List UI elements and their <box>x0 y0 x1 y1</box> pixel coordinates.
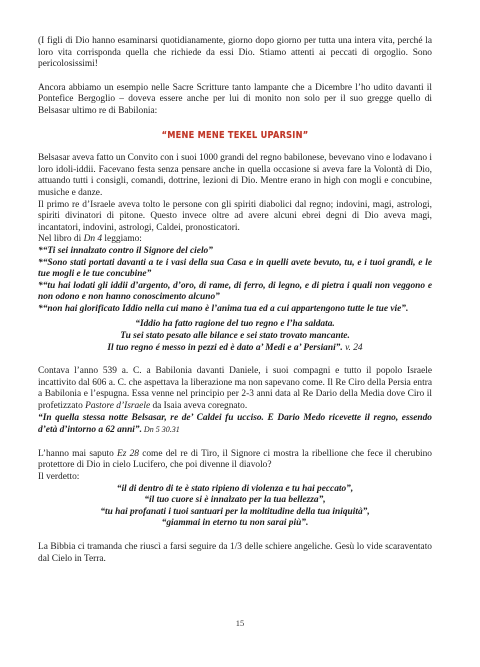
verdict-line: “il di dentro di te è stato ripieno di violenza e tu hai peccato”, <box>116 483 354 494</box>
dn4-quote: *“tu hai lodati gli iddii d’argento, d’oro, di rame, di ferro, di legno, e di pietra i quali non veggono e non odono e non hanno conoscimento alcuno” <box>38 280 432 303</box>
judgment-line: Tu sei stato pesato alle bilance e sei stato trovato mancante. <box>120 331 350 342</box>
section-heading: “MENE MENE TEKEL UPARSIN” <box>161 129 309 141</box>
judgment-ref: v. 24 <box>342 342 363 353</box>
verdict-quotes <box>38 484 432 530</box>
paragraph-first-king: Il primo re d’Israele aveva tolto le persone con gli spiriti diabolici dal regno; indovini, magi, astrologi, spiriti divinatori di pitone. Questo invece oltre ad avere alcuni ebrei degni di Dio aveva magi, incantatori, indovini, astrologi, Caldei, pronosticatori. <box>38 199 432 233</box>
verdict-line: “tu hai profanati i tuoi santuari per la moltitudine della tua iniquità”, <box>100 506 370 517</box>
verdict-line: “giammai in eterno tu non sarai più”. <box>161 518 309 529</box>
paragraph-examination: (I figli di Dio hanno esaminarsi quotidianamente, giorno dopo giorno per tutta una intera vita, perché la loro vita corrisponda quella che richiede da essi Dio. Stiamo attenti ai peccati di orgoglio. Sono pericolosissimi! <box>38 36 432 70</box>
judgment-line: “Iddio ha fatto ragione del tuo regno e l’ha saldata. <box>135 319 335 330</box>
paragraph-ezekiel: L’hanno mai saputo Ez 28 come del re di Tiro, il Signore ci mostra la ribellione che fece il cherubino protettore di Dio in cielo Lucifero, che poi divenne il diavolo? <box>38 448 432 471</box>
paragraph-one-third: La Bibbia ci tramanda che riuscì a farsi seguire da 1/3 delle schiere angeliche. Gesù lo vide scaraventato dal Cielo in Terra. <box>38 541 432 564</box>
verdict-line: “il tuo cuore si è innalzato per la tua bellezza”, <box>144 495 326 506</box>
judgment-line-last: Il tuo regno é messo in pezzi ed è dato a’ Medi e a’ Persiani”. v. 24 <box>107 342 363 353</box>
paragraph-539-bc: Contava l’anno 539 a. C. a Babilonia davanti Daniele, i suoi compagni e tutto il popolo Israele incattivito dal 606 a. C. che aspettava la liberazione ma non sapevano come. Il Re Ciro della Persia entra a Babilonia e l’espugna. Essa venne nel principio per 2-3 anni data al Re Dario della Media dove Ciro il profetizzato Pastore d’Israele da Isaia aveva coregnato. <box>38 366 432 412</box>
dn4-ref: Dn 4 <box>83 234 103 245</box>
paragraph-convito: Belsasar aveva fatto un Convito con i suoi 1000 grandi del regno babilonese, bevevano vino e lodavano i loro idoli-iddii. Facevano festa senza pensare anche in quella occasione si aveva fare la Volontà di Dio, attuando tutti i consigli, comandi, dottrine, lezioni di Dio. Mentre erano in high con mogli e concubine, musiche e danze. <box>38 153 432 198</box>
dn4-quote: *“non hai glorificato Iddio nella cui mano è l’anima tua ed a cui appartengono tutte le tue vie”. <box>38 303 409 314</box>
judgment-quote <box>38 319 432 354</box>
dn5-quote: “In quella stessa notte Belsasar, re de’ Caldei fu ucciso. E Dario Medo ricevette il regno, essendo d’età d’intorno a 62 anni”. Dn 5 30.31 <box>38 412 432 436</box>
dn4-intro: Nel libro di Dn 4 leggiamo: <box>38 234 142 245</box>
page-number: 15 <box>235 618 245 628</box>
dn4-quote: *“Ti sei innalzato contro il Signore del cielo” <box>38 245 213 256</box>
dn5-ref: Dn 5 30.31 <box>141 425 180 435</box>
dn4-quote: *“Sono stati portati davanti a te i vasi della sua Casa e in quelli avete bevuto, tu, e i tuoi grandi, e le tue mogli e le tue concubine” <box>38 257 432 280</box>
ez28-ref: Ez 28 <box>117 448 139 459</box>
paragraph-belsasar-example: Ancora abbiamo un esempio nelle Sacre Scritture tanto lampante che a Dicembre l’ho udito davanti il Pontefice Bergoglio – doveva essere anche per lui di monito non solo per il suo gregge quello di Belsasar ultimo re di Babilonia: <box>38 82 432 116</box>
verdict-label: Il verdetto: <box>38 472 80 482</box>
